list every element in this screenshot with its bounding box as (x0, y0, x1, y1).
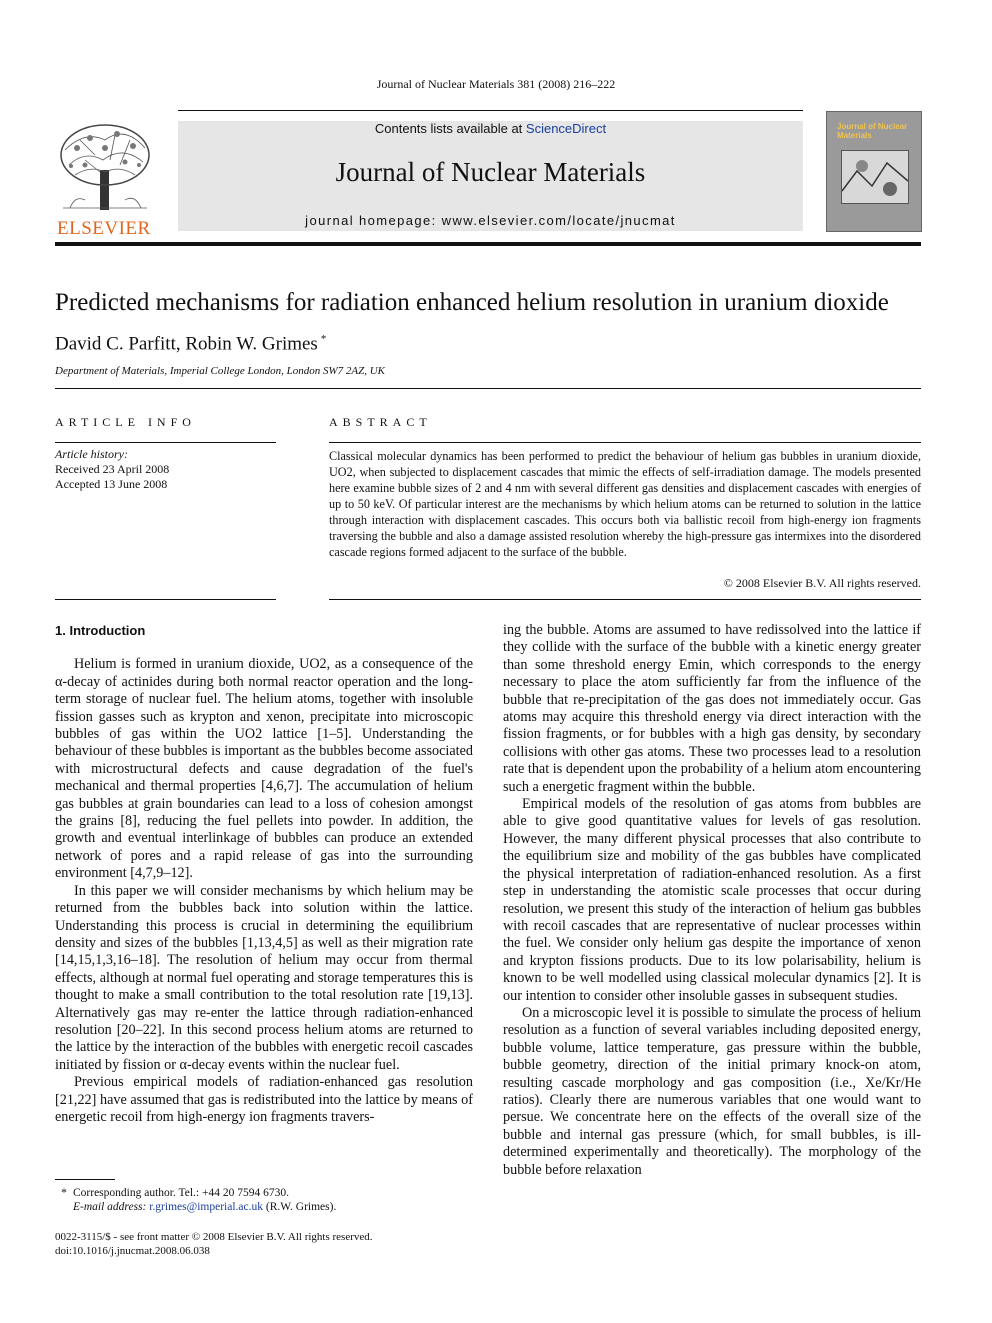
journal-banner (178, 121, 803, 231)
abstract-text: Classical molecular dynamics has been performed to predict the behaviour of helium gas bubbles in uranium dioxide, UO2, when subjected to displacement cascades that mimic the effects of self-irradiation damage. The models presented here examine bubble sizes of 2 and 4 nm with several different gas densities and displacement cascades with energies of up to 50 keV. Of particular interest are the mechanisms by which helium atoms can be returned to solution in the lattice through interaction with displacement cascades. This occurs both via ballistic recoil from high-energy ion fragments traversing the bubble and also a damage assisted resolution whereby the high-pressure gas intermixes into the disordered cascade regions formed adjacent to the surface of the bubble. (329, 449, 921, 559)
journal-name: Journal of Nuclear Materials (335, 157, 646, 187)
accepted-date: Accepted 13 June 2008 (55, 477, 168, 491)
corresponding-author: Corresponding author. Tel.: +44 20 7594 6730. (73, 1187, 289, 1199)
email-label: E-mail address: (73, 1201, 147, 1213)
elsevier-logo (55, 120, 155, 239)
footnote-email (55, 1200, 336, 1214)
title-rule (55, 388, 921, 389)
journal-cover (826, 111, 922, 232)
paragraph: Previous empirical models of radiation-enhanced gas resolution [21,22] have assumed that gas is redistributed into the lattice by means of energetic recoil from high-energy ion fragments travers- (55, 1074, 473, 1125)
email-suffix: (R.W. Grimes). (265, 1201, 337, 1213)
paragraph: Empirical models of the resolution of gas atoms from bubbles are able to give good quantitative values for levels of gas resolution. However, the many different physical processes that also contribute to the equilibrium size and mobility of the gas bubbles have complicated the physical interpretation of radiation-enhanced resolution. As a first step in understanding the atomistic scale processes that occur during resolution, we present this study of the interaction of helium gas bubbles with recoil cascades that are representative of nuclear processes within the fuel. We consider only helium gas despite the importance of xenon and krypton fissions products. Due to its low polarisability, helium is known to be well modelled using classical molecular dynamics [2]. It is our intention to consider other insoluble gasses in subsequent studies. (503, 796, 921, 1004)
abstract-rule (329, 442, 921, 443)
footnote-mark: * (61, 1187, 67, 1199)
email-link[interactable]: r.grimes@imperial.ac.uk (149, 1201, 263, 1213)
footnote-corresponding (55, 1186, 336, 1200)
author-names: David C. Parfitt, Robin W. Grimes (55, 333, 318, 355)
paragraph: ing the bubble. Atoms are assumed to have redissolved into the lattice if they collide with the surface of the bubble with a kinetic energy greater than some threshold energy Emin, which corresponds to the energy necessary to place the atom sufficiently far from the influence of the bubble that re-precipitation of the gas does not immediately occur. Gas atoms may acquire this threshold energy via direct interaction with the fission fragments, or for bubbles with a high gas density, by secondary collisions with other gas atoms. These two processes lead to a resolution rate that is dependent upon the probability of a helium atom encountering such a energetic fragment within the bubble. (503, 622, 921, 795)
sciencedirect-link[interactable]: ScienceDirect (525, 121, 607, 136)
info-rule (55, 442, 276, 443)
cover-title: Journal of Nuclear Materials (837, 122, 908, 140)
received-date: Received 23 April 2008 (55, 462, 170, 476)
history-label: Article history: (55, 447, 128, 461)
elsevier-tree-icon (55, 120, 155, 215)
paragraph: Helium is formed in uranium dioxide, UO2, as a consequence of the α-decay of actinides during both normal reactor operation and the long-term storage of nuclear fuel. The helium atoms, together with insoluble fission gasses such as krypton and xenon, precipitate into microscopic bubbles of gas within the UO2 lattice [1–5]. Understanding the behaviour of these bubbles is important as the bubbles become associated with microstructural defects and cause degradation of the fuel's mechanical and thermal properties [4,6,7]. The accumulation of helium gas bubbles at grain boundaries can lead to a loss of cohesion amongst the grains [8], reducing the fuel pellets into powder. In addition, the growth and eventual interlinkage of bubbles can produce an extended network of pores and a rapid release of gas into the surrounding environment [4,7,9–12]. (55, 656, 473, 882)
abstract-copyright: © 2008 Elsevier B.V. All rights reserved. (723, 576, 921, 590)
article-title: Predicted mechanisms for radiation enhanced helium resolution in uranium dioxide (55, 289, 889, 316)
header-rule-top (178, 110, 803, 111)
page-footer (55, 1230, 373, 1258)
issn-line: 0022-3115/$ - see front matter © 2008 Elsevier B.V. All rights reserved. (55, 1231, 373, 1243)
article-history (55, 447, 169, 492)
cover-figure-icon (842, 151, 908, 203)
abstract-rule-bottom (329, 599, 921, 600)
journal-citation: Journal of Nuclear Materials 381 (2008) 216–222 (376, 77, 616, 91)
body-left-column (55, 622, 473, 1126)
section-heading-introduction: 1. Introduction (55, 623, 146, 638)
info-rule-bottom (55, 599, 276, 600)
paragraph: On a microscopic level it is possible to simulate the process of helium resolution as a function of several variables including deposited energy, bubble volume, lattice temperature, gas pressure within the bubble, bubble geometry, direction of the initial primary knock-on atom, resulting cascade morphology and gas composition (i.e., Xe/Kr/He ratios). Clearly there are numerous variables that one would want to persue. We concentrate here on the effects of the overall size of the bubble and internal gas pressure (which, for small bubbles, is ill-determined experimentally and theoretically). The morphology of the bubble before relaxation (503, 1004, 921, 1178)
journal-homepage[interactable]: journal homepage: www.elsevier.com/locate/jnucmat (305, 213, 676, 228)
body-right-column (503, 622, 921, 1179)
contents-line (178, 121, 803, 136)
affiliation: Department of Materials, Imperial College London, London SW7 2AZ, UK (55, 365, 385, 377)
abstract-heading: ABSTRACT (329, 415, 432, 429)
article-info-heading: ARTICLE INFO (55, 415, 196, 429)
footnote-rule (55, 1179, 115, 1180)
publisher-name: ELSEVIER (57, 218, 151, 239)
header-rule-thick (55, 242, 921, 246)
contents-prefix: Contents lists available at (374, 121, 526, 136)
author-mark[interactable]: * (320, 333, 327, 345)
paragraph: In this paper we will consider mechanisms by which helium may be returned from the bubbles back into solution within the lattice. Understanding this process is crucial in determining the equilibrium density and sizes of the bubbles [1,13,4,5] as well as their migration rate [14,15,1,3,16–18]. The resolution of helium may occur from thermal effects, although at normal fuel operating and storage temperatures this is thought to make a small contribution to the total resolution rate [19,13]. Alternatively gas may re-enter the lattice through radiation-enhanced resolution [20–22]. In this second process helium atoms are returned to the lattice by the interaction of the bubbles with energetic recoil cascades initiated by fission or α-decay events within the nuclear fuel. (55, 882, 473, 1073)
footnote (55, 1186, 336, 1214)
article-authors (55, 333, 326, 355)
doi-line[interactable]: doi:10.1016/j.jnucmat.2008.06.038 (55, 1245, 210, 1257)
cover-image (841, 150, 909, 204)
